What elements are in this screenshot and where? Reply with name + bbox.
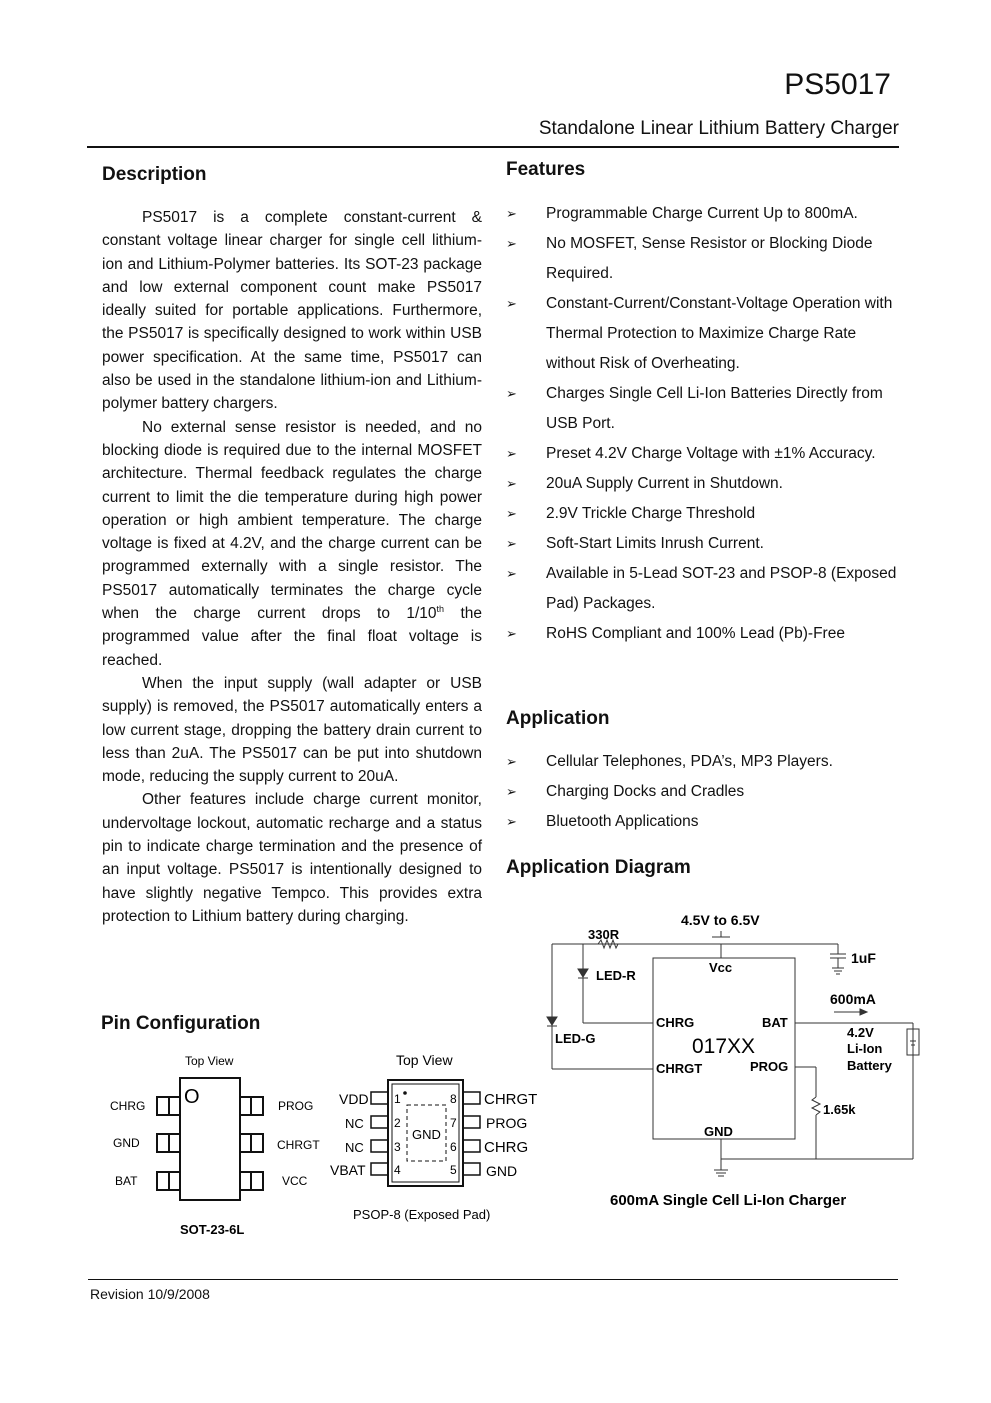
psop-pin-number: 4: [394, 1163, 401, 1177]
list-item: [506, 199, 906, 229]
psop-pin-label: GND: [486, 1163, 518, 1179]
application-text: Charging Docks and Cradles: [546, 783, 745, 800]
psop-pin-label: NC: [345, 1140, 364, 1155]
features-list: [506, 199, 906, 649]
revision-date: Revision 10/9/2008: [90, 1286, 210, 1302]
arrow-bullet-icon: ➢: [506, 506, 517, 521]
application-list: [506, 747, 906, 837]
list-item: [506, 289, 906, 379]
arrow-bullet-icon: ➢: [506, 446, 517, 461]
chip-name: 017XX: [692, 1035, 756, 1058]
sot23-package-diagram: [100, 1045, 330, 1245]
arrow-bullet-icon: ➢: [506, 814, 517, 829]
document-subtitle: Standalone Linear Lithium Battery Charger: [538, 118, 899, 139]
features-heading: Features: [506, 159, 586, 180]
list-item: [506, 469, 906, 499]
list-item: [506, 439, 906, 469]
battery-label-line: 4.2V: [847, 1025, 874, 1040]
psop-top-view-label: Top View: [396, 1052, 453, 1068]
led-r-label: LED-R: [596, 968, 636, 983]
chip-pin-chrg: CHRG: [656, 1015, 695, 1030]
arrow-bullet-icon: ➢: [506, 784, 517, 799]
description-paragraph: [102, 416, 482, 672]
feature-text: RoHS Compliant and 100% Lead (Pb)-Free: [546, 625, 845, 642]
charge-current-label: 600mA: [830, 991, 876, 1007]
sot-pin-label: BAT: [115, 1174, 138, 1188]
exposed-pad-label: GND: [412, 1127, 441, 1142]
chip-pin-vcc: Vcc: [709, 960, 733, 975]
list-item: [506, 379, 906, 439]
supply-voltage-label: 4.5V to 6.5V: [681, 912, 760, 928]
psop-pin-number: 3: [394, 1140, 401, 1154]
psop-pin-label: CHRG: [484, 1139, 529, 1156]
description-paragraph: When the input supply (wall adapter or USB supply) is removed, the PS5017 automatically enters a low current stage, dropping the battery drain current to less than 2uA. The PS5017 can be put into shutdown mode, reducing the supply current to 20uA.: [102, 674, 482, 786]
chip-pin-chrgt: CHRGT: [656, 1061, 703, 1076]
application-diagram-heading: Application Diagram: [506, 857, 691, 878]
arrow-bullet-icon: ➢: [506, 626, 517, 641]
feature-text: Available in 5-Lead SOT-23 and PSOP-8 (Exposed Pad) Packages.: [546, 565, 897, 612]
feature-text: 20uA Supply Current in Shutdown.: [546, 475, 783, 492]
chip-pin-gnd: GND: [704, 1124, 733, 1139]
list-item: [506, 619, 906, 649]
led-g-label: LED-G: [555, 1031, 596, 1046]
battery-label-line: Battery: [847, 1058, 892, 1073]
sot-top-view-label: Top View: [185, 1054, 234, 1068]
superscript-th: th: [436, 603, 445, 614]
psop-pin-label: VBAT: [330, 1162, 366, 1178]
psop-pin-number: 5: [450, 1163, 457, 1177]
feature-text: Soft-Start Limits Inrush Current.: [546, 535, 764, 552]
list-item: [506, 559, 906, 619]
pin1-marker: O: [184, 1086, 200, 1108]
description-heading: Description: [102, 164, 207, 185]
list-item: [506, 229, 906, 289]
application-text: Bluetooth Applications: [546, 813, 699, 830]
list-item: [506, 529, 906, 559]
feature-text: Programmable Charge Current Up to 800mA.: [546, 205, 858, 222]
arrow-bullet-icon: ➢: [506, 236, 517, 251]
application-text: Cellular Telephones, PDA’s, MP3 Players.: [546, 753, 833, 770]
sot-pin-label: GND: [113, 1136, 140, 1150]
psop-pin-number: 2: [394, 1116, 401, 1130]
sot-pin-label: CHRG: [110, 1099, 146, 1113]
prog-resistor-label: 1.65k: [823, 1102, 856, 1117]
feature-text: Charges Single Cell Li-Ion Batteries Directly from USB Port.: [546, 385, 883, 432]
description-body: [102, 206, 482, 928]
description-paragraph: Other features include charge current monitor, undervoltage lockout, automatic recharge and a status pin to indicate charge termination and the presence of an input voltage. PS5017 is intentionally designed to have slightly negative Tempco. This provides extra protection to Lithium battery during charging.: [102, 791, 482, 925]
chip-pin-bat: BAT: [762, 1015, 788, 1030]
psop-pin-label: PROG: [486, 1115, 528, 1131]
list-item: [506, 747, 906, 777]
arrow-bullet-icon: ➢: [506, 386, 517, 401]
psop-pin-number: 6: [450, 1140, 457, 1154]
feature-text: 2.9V Trickle Charge Threshold: [546, 505, 756, 522]
header-divider: [87, 146, 899, 148]
list-item: [506, 499, 906, 529]
arrow-bullet-icon: ➢: [506, 754, 517, 769]
arrow-bullet-icon: ➢: [506, 206, 517, 221]
psop-pin-label: VDD: [339, 1091, 369, 1107]
footer-divider: [88, 1279, 898, 1280]
pin-config-heading: Pin Configuration: [101, 1013, 261, 1034]
chip-pin-prog: PROG: [750, 1059, 789, 1074]
application-circuit-diagram: [540, 905, 930, 1215]
psop-package-name: PSOP-8 (Exposed Pad): [353, 1207, 491, 1222]
feature-text: No MOSFET, Sense Resistor or Blocking Diode Required.: [546, 235, 873, 282]
psop-pin-number: 1: [394, 1092, 401, 1106]
feature-text: Preset 4.2V Charge Voltage with ±1% Accuracy.: [546, 445, 876, 462]
sot-pin-label: CHRGT: [277, 1138, 320, 1152]
arrow-bullet-icon: ➢: [506, 566, 517, 581]
psop-pin-number: 7: [450, 1116, 457, 1130]
arrow-bullet-icon: ➢: [506, 476, 517, 491]
psop-pin-number: 8: [450, 1092, 457, 1106]
resistor-330r-label: 330R: [588, 927, 620, 942]
list-item: [506, 777, 906, 807]
description-text: the programmed value after the final float voltage is reached.: [102, 605, 482, 669]
sot-pin-label: VCC: [282, 1174, 308, 1188]
psop-pin-label: CHRGT: [484, 1091, 538, 1108]
description-text: No external sense resistor is needed, and no blocking diode is required due to the internal MOSFET architecture. Thermal feedback regulates the charge current to limit the die temperature during high power operation or high ambient temperature. The charge voltage is fixed at 4.2V, and the charge current can be programmed externally with a single resistor. The PS5017 automatically terminates the charge cycle when the charge current drops to 1/10: [102, 418, 482, 623]
part-number: PS5017: [784, 68, 891, 101]
feature-text: Constant-Current/Constant-Voltage Operation with Thermal Protection to Maximize Charge Rate without Risk of Overheating.: [546, 295, 893, 372]
battery-label-line: Li-Ion: [847, 1041, 883, 1056]
diagram-caption: 600mA Single Cell Li-Ion Charger: [610, 1192, 847, 1209]
sot-pin-label: PROG: [278, 1099, 314, 1113]
sot-package-name: SOT-23-6L: [180, 1222, 245, 1237]
arrow-bullet-icon: ➢: [506, 296, 517, 311]
application-heading: Application: [506, 708, 610, 729]
psop8-package-diagram: [325, 1045, 555, 1235]
list-item: [506, 807, 906, 837]
psop-pin-label: NC: [345, 1116, 364, 1131]
description-paragraph: PS5017 is a complete constant-current & constant voltage linear charger for single cell lithium-ion and Lithium-Polymer batteries. Its SOT-23 package and low external component count make PS5017 ideally suited for portable applications. Furthermore, the PS5017 is specifically designed to work within USB power specification. At the same time, PS5017 can also be used in the standalone lithium-ion and Lithium-polymer battery chargers.: [102, 209, 482, 413]
capacitor-label: 1uF: [851, 950, 876, 966]
arrow-bullet-icon: ➢: [506, 536, 517, 551]
